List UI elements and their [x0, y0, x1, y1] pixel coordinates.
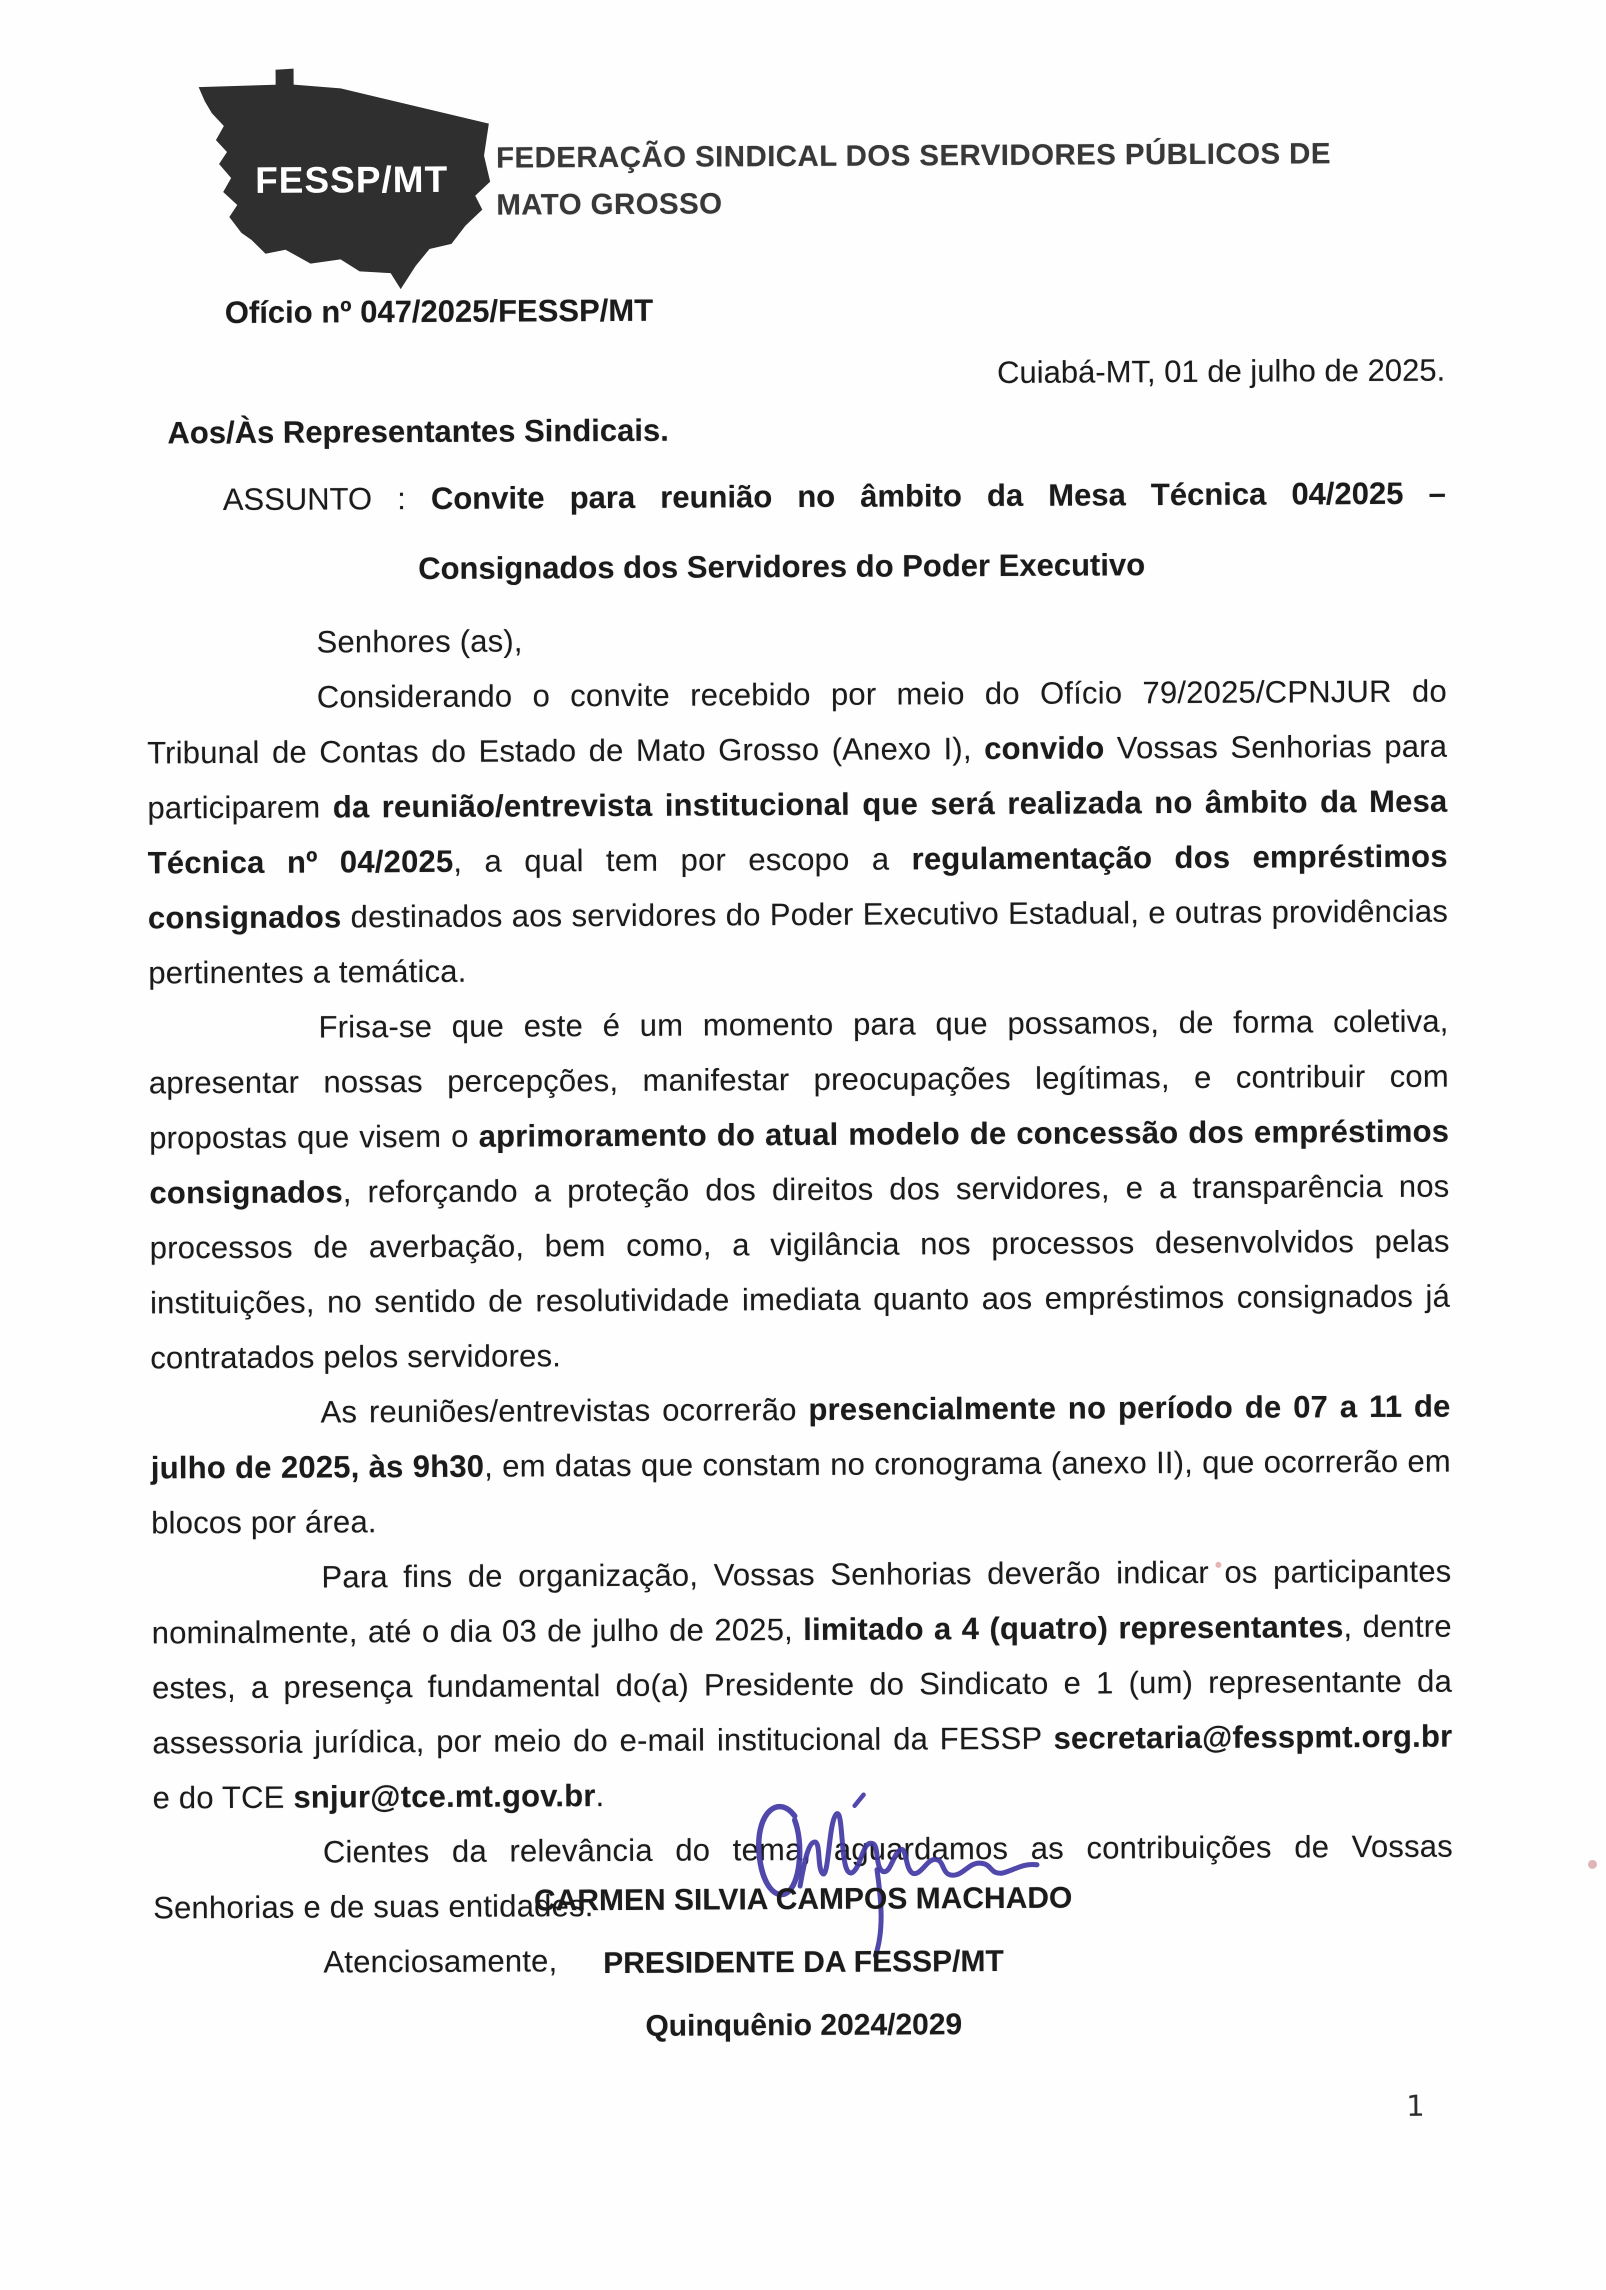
recipient-line: Aos/Às Representantes Sindicais. [167, 412, 669, 451]
scan-artifact-dot [1215, 1562, 1221, 1568]
body-paragraph-3: As reuniões/entrevistas ocorrerão presencialmente no período de 07 a 11 de julho de 2025, às 9h30, em datas que constam no cronograma (anexo II), que ocorrerão em blocos por área. [150, 1388, 1451, 1541]
signatory-title: PRESIDENTE DA FESSP/MT [603, 1944, 1004, 1981]
subject-label: ASSUNTO : [222, 481, 406, 518]
signatory-term: Quinquênio 2024/2029 [645, 2008, 963, 2043]
page-number: 1 [1406, 2088, 1425, 2123]
org-name-line-1: FEDERAÇÃO SINDICAL DOS SERVIDORES PÚBLICOS DE [495, 137, 1331, 175]
body-paragraph-salutation: Senhores (as), [316, 623, 523, 660]
fessp-logo [191, 64, 492, 292]
closing-line: Atenciosamente, [323, 1943, 558, 1980]
oficio-number: Ofício nº 047/2025/FESSP/MT [224, 292, 654, 331]
body-paragraph-1: Considerando o convite recebido por meio do Ofício 79/2025/CPNJUR do Tribunal de Contas do Estado de Mato Grosso (Anexo I), convido Vossas Senhorias para participarem da reunião/entrevista institucional que será realizada no âmbito da Mesa Técnica nº 04/2025, a qual tem por escopo a regulamentação dos empréstimos consignados destinados aos servidores do Poder Executivo Estadual, e outras providências pertinentes a temática. [147, 673, 1449, 991]
org-name [496, 130, 1331, 228]
signatory-name: CARMEN SILVIA CAMPOS MACHADO [533, 1881, 1073, 1918]
scan-artifact-dot [1588, 1860, 1597, 1869]
org-name-line-2: MATO GROSSO [496, 187, 723, 222]
body-paragraph-2: Frisa-se que este é um momento para que possamos, de forma coletiva, apresentar nossas percepções, manifestar preocupações legítimas, e contribuir com propostas que visem o aprimoramento do atual modelo de concessão dos empréstimos consignados, reforçando a proteção dos direitos dos servidores, e a transparência nos processos de averbação, bem como, a vigilância nos processos desenvolvidos pelas instituições, no sentido de resolutividade imediata quanto aos empréstimos consignados já contratados pelos servidores. [148, 1003, 1451, 1376]
subject-text: Convite para reunião no âmbito da Mesa Técnica 04/2025 – [430, 475, 1446, 516]
body-paragraph-5: Cientes da relevância do tema, aguardamos as contribuições de Vossas Senhorias e de suas entidades. [153, 1828, 1453, 1926]
body-paragraph-4: Para fins de organização, Vossas Senhorias deverão indicar os participantes nominalmente, até o dia 03 de julho de 2025, limitado a 4 (quatro) representantes, dentre estes, a presença fundamental do(a) Presidente do Sindicato e 1 (um) representante da assessoria jurídica, por meio do e-mail institucional da FESSP secretaria@fesspmt.org.br e do TCE snjur@tce.mt.gov.br. [151, 1553, 1453, 1816]
subject-line-2: Consignados dos Servidores do Poder Executivo [418, 547, 1146, 587]
subject-line-1 [146, 459, 1446, 536]
mato-grosso-map-icon [191, 64, 492, 292]
subject-block [146, 459, 1447, 606]
logo-text: FESSP/MT [255, 158, 449, 201]
date-line: Cuiabá-MT, 01 de julho de 2025. [996, 352, 1446, 390]
signature-block [153, 1865, 1454, 2061]
